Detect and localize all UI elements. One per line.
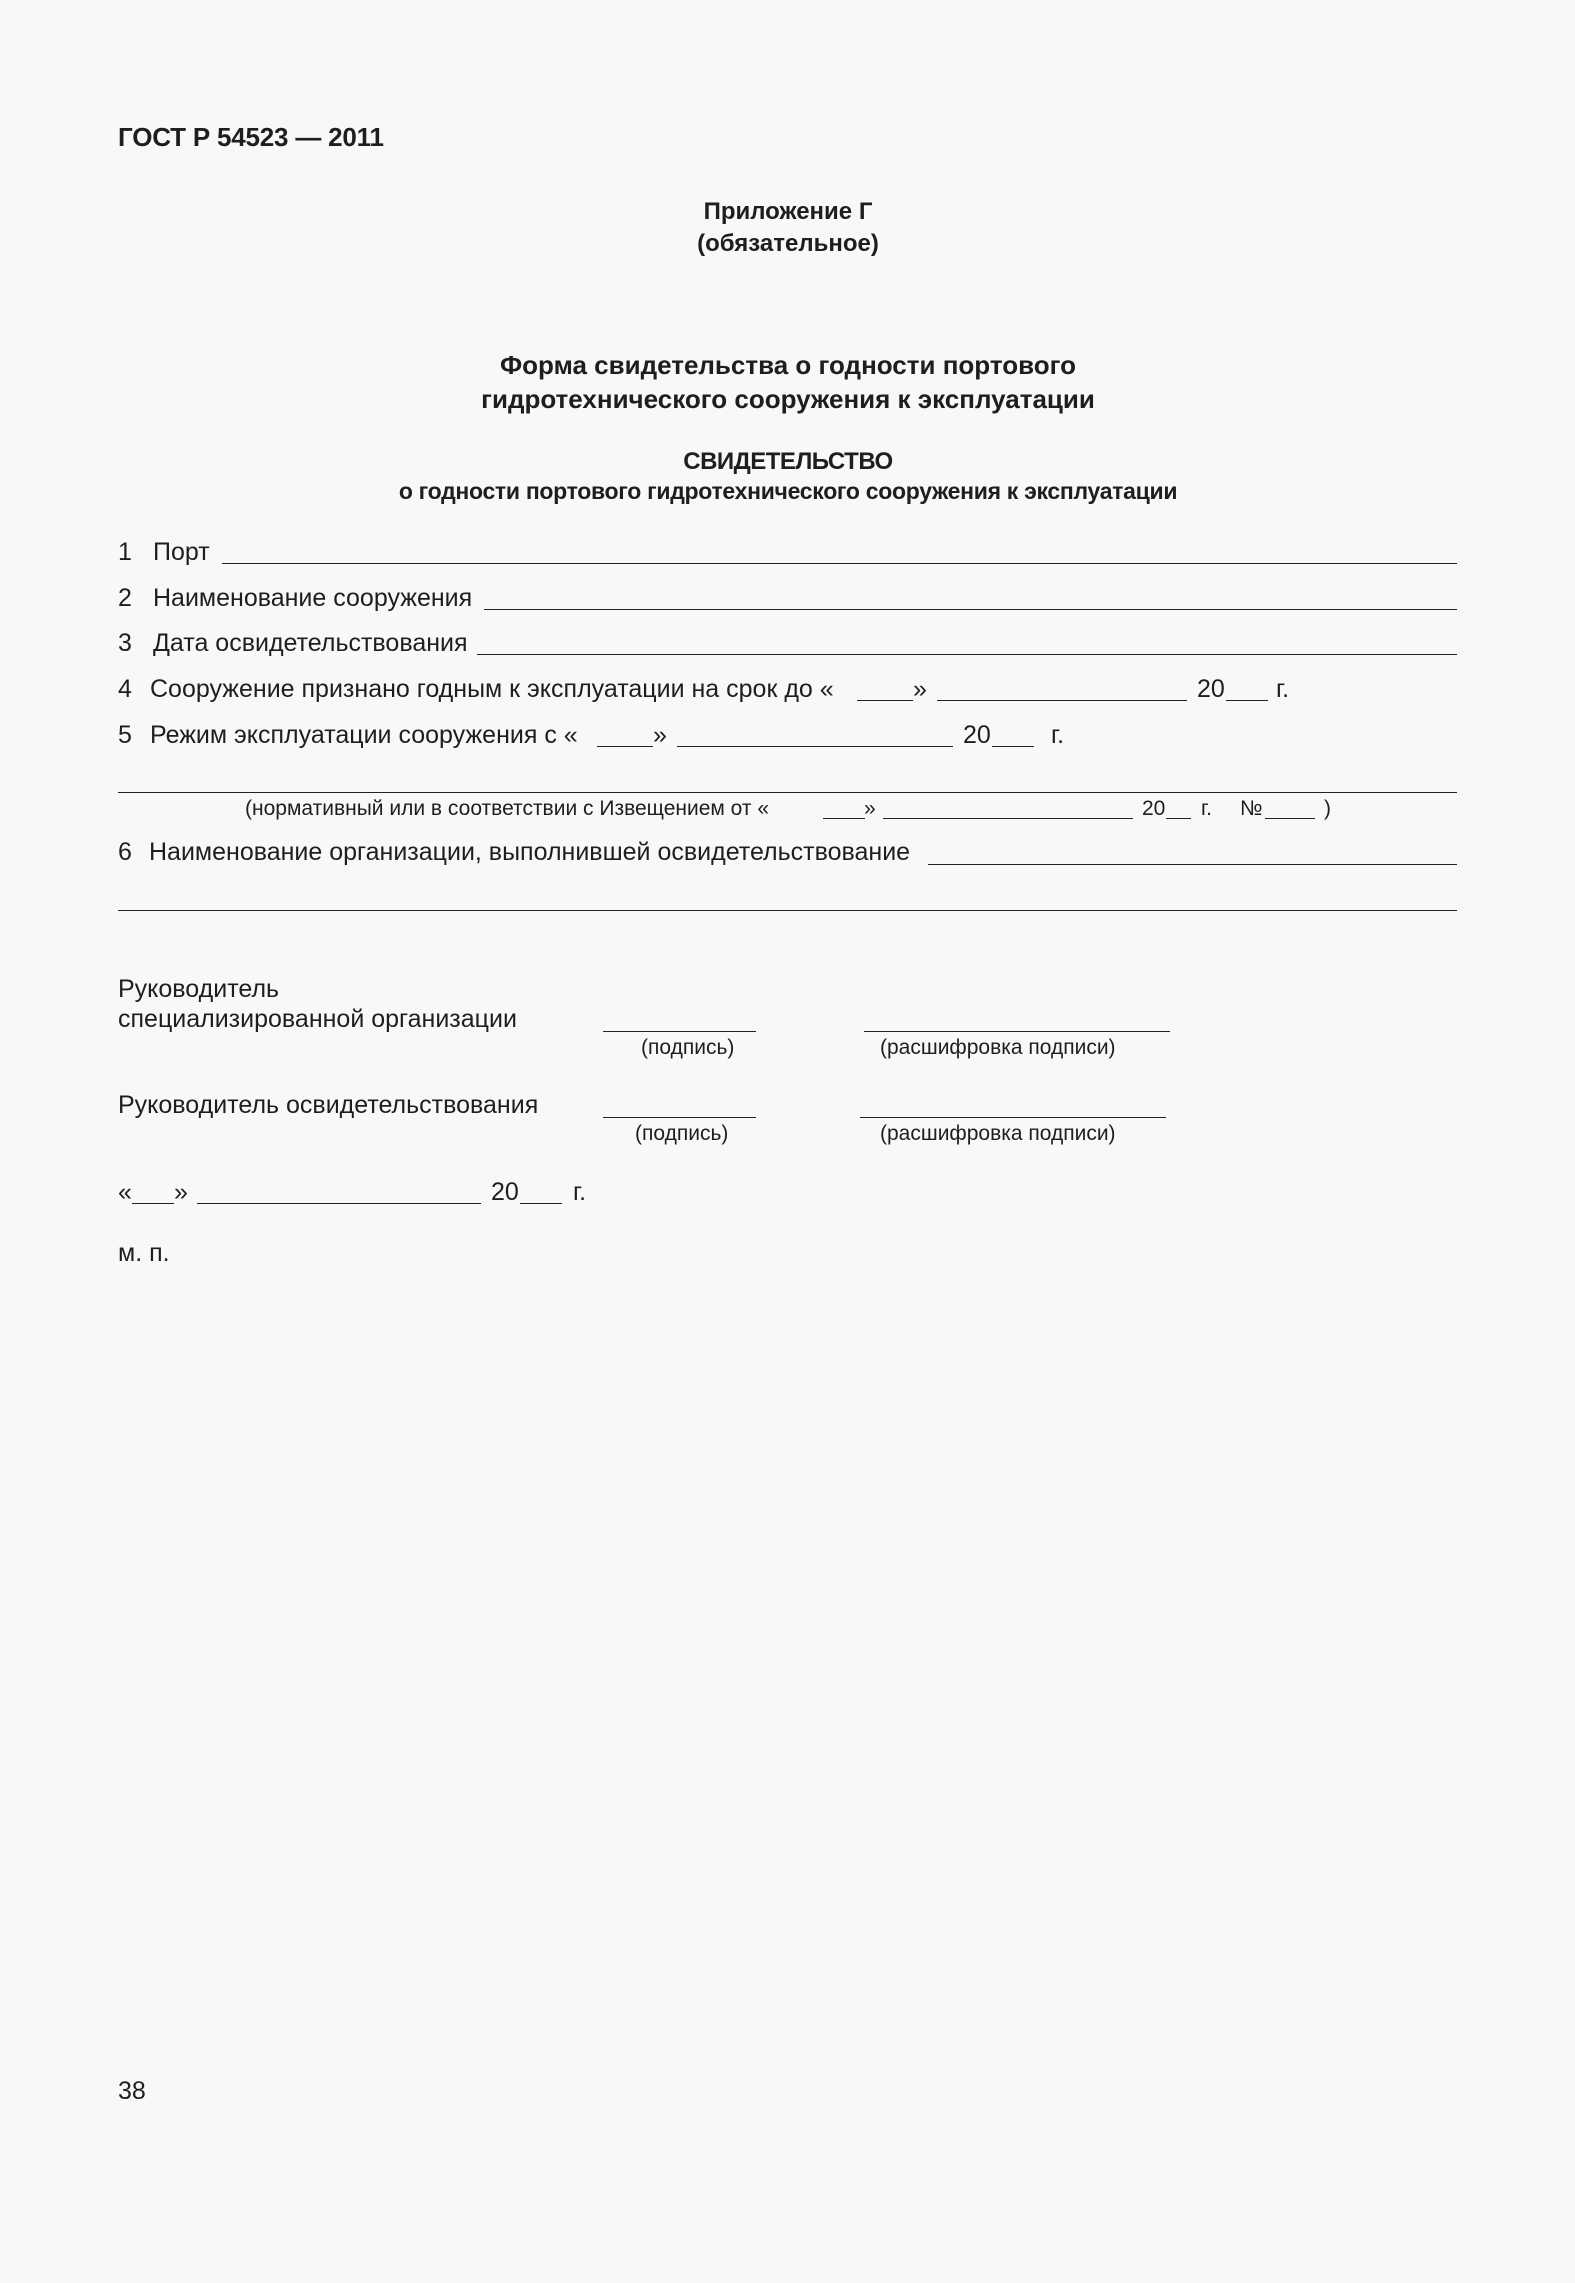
note-year-suffix: г.: [1201, 797, 1212, 820]
note-paren-close: ): [1324, 797, 1331, 820]
head-survey-name-field[interactable]: [860, 1117, 1166, 1118]
appendix-subtitle: (обязательное): [697, 230, 879, 257]
item-5-year-suffix: г.: [1051, 721, 1065, 749]
item-4-year-prefix: 20: [1197, 675, 1225, 703]
item-5-year-prefix: 20: [963, 721, 991, 749]
item-6-number: 6: [118, 838, 132, 866]
date-year-field[interactable]: [520, 1203, 562, 1204]
item-5-day-field[interactable]: [597, 746, 653, 747]
signature-decode-caption: (расшифровка подписи): [880, 1036, 1116, 1059]
note-number-field[interactable]: [1265, 818, 1315, 819]
item-6-organization-field-continued[interactable]: [118, 910, 1457, 911]
item-1-label: Порт: [153, 538, 210, 566]
page-number: 38: [118, 2077, 146, 2105]
item-4-number: 4: [118, 675, 132, 703]
item-1-number: 1: [118, 538, 132, 566]
item-4-quote-close: »: [913, 675, 927, 703]
stamp-place-label: м. п.: [118, 1239, 170, 1267]
date-year-prefix: 20: [491, 1178, 519, 1206]
note-quote-close: »: [864, 797, 876, 820]
signature-decode-caption: (расшифровка подписи): [880, 1122, 1116, 1145]
item-5-number: 5: [118, 721, 132, 749]
appendix-title: Приложение Г: [703, 198, 873, 225]
form-title-line1: Форма свидетельства о годности портового: [499, 350, 1076, 380]
document-header: ГОСТ Р 54523 — 2011: [118, 122, 384, 152]
signature-caption: (подпись): [641, 1036, 735, 1059]
item-2-structure-name-field[interactable]: [484, 609, 1457, 610]
item-5-quote-close: »: [653, 721, 667, 749]
item-5-year-field[interactable]: [992, 746, 1034, 747]
item-6-organization-field[interactable]: [928, 864, 1457, 865]
note-year-prefix: 20: [1142, 797, 1166, 820]
item-4-year-suffix: г.: [1276, 675, 1290, 703]
item-4-label: Сооружение признано годным к эксплуатации на срок до «: [150, 675, 834, 703]
note-day-field[interactable]: [823, 818, 865, 819]
operating-mode-note: (нормативный или в соответствии с Извещением от «: [245, 797, 770, 820]
head-org-signature-field[interactable]: [603, 1031, 756, 1032]
item-3-label: Дата освидетельствования: [153, 629, 468, 657]
head-survey-label: Руководитель освидетельствования: [118, 1091, 539, 1119]
item-4-year-field[interactable]: [1226, 700, 1268, 701]
date-month-field[interactable]: [197, 1203, 481, 1204]
note-number-sign: №: [1240, 797, 1263, 820]
item-1-port-field[interactable]: [222, 563, 1457, 564]
note-month-field[interactable]: [883, 818, 1133, 819]
signature-caption: (подпись): [635, 1122, 729, 1145]
form-title-line2: гидротехнического сооружения к эксплуатации: [481, 384, 1095, 414]
item-5-month-field[interactable]: [677, 746, 953, 747]
item-4-day-field[interactable]: [857, 700, 913, 701]
head-org-label-line2: специализированной организации: [118, 1005, 517, 1033]
certificate-title: СВИДЕТЕЛЬСТВО: [683, 448, 893, 475]
item-4-month-field[interactable]: [937, 700, 1187, 701]
head-org-label-line1: Руководитель: [118, 975, 280, 1003]
item-6-label: Наименование организации, выполнившей освидетельствование: [149, 838, 911, 866]
note-year-field[interactable]: [1166, 818, 1191, 819]
date-year-suffix: г.: [573, 1178, 587, 1206]
item-5-label: Режим эксплуатации сооружения с «: [150, 721, 578, 749]
head-org-name-field[interactable]: [864, 1031, 1170, 1032]
item-2-number: 2: [118, 584, 132, 612]
head-survey-signature-field[interactable]: [603, 1117, 756, 1118]
date-quote-open: «: [118, 1178, 132, 1206]
certificate-subtitle: о годности портового гидротехнического сооружения к эксплуатации: [398, 478, 1178, 504]
date-day-field[interactable]: [132, 1203, 174, 1204]
item-3-number: 3: [118, 629, 132, 657]
item-3-survey-date-field[interactable]: [477, 654, 1457, 655]
operating-mode-field[interactable]: [118, 792, 1457, 793]
date-quote-close: »: [174, 1178, 188, 1206]
item-2-label: Наименование сооружения: [153, 584, 473, 612]
